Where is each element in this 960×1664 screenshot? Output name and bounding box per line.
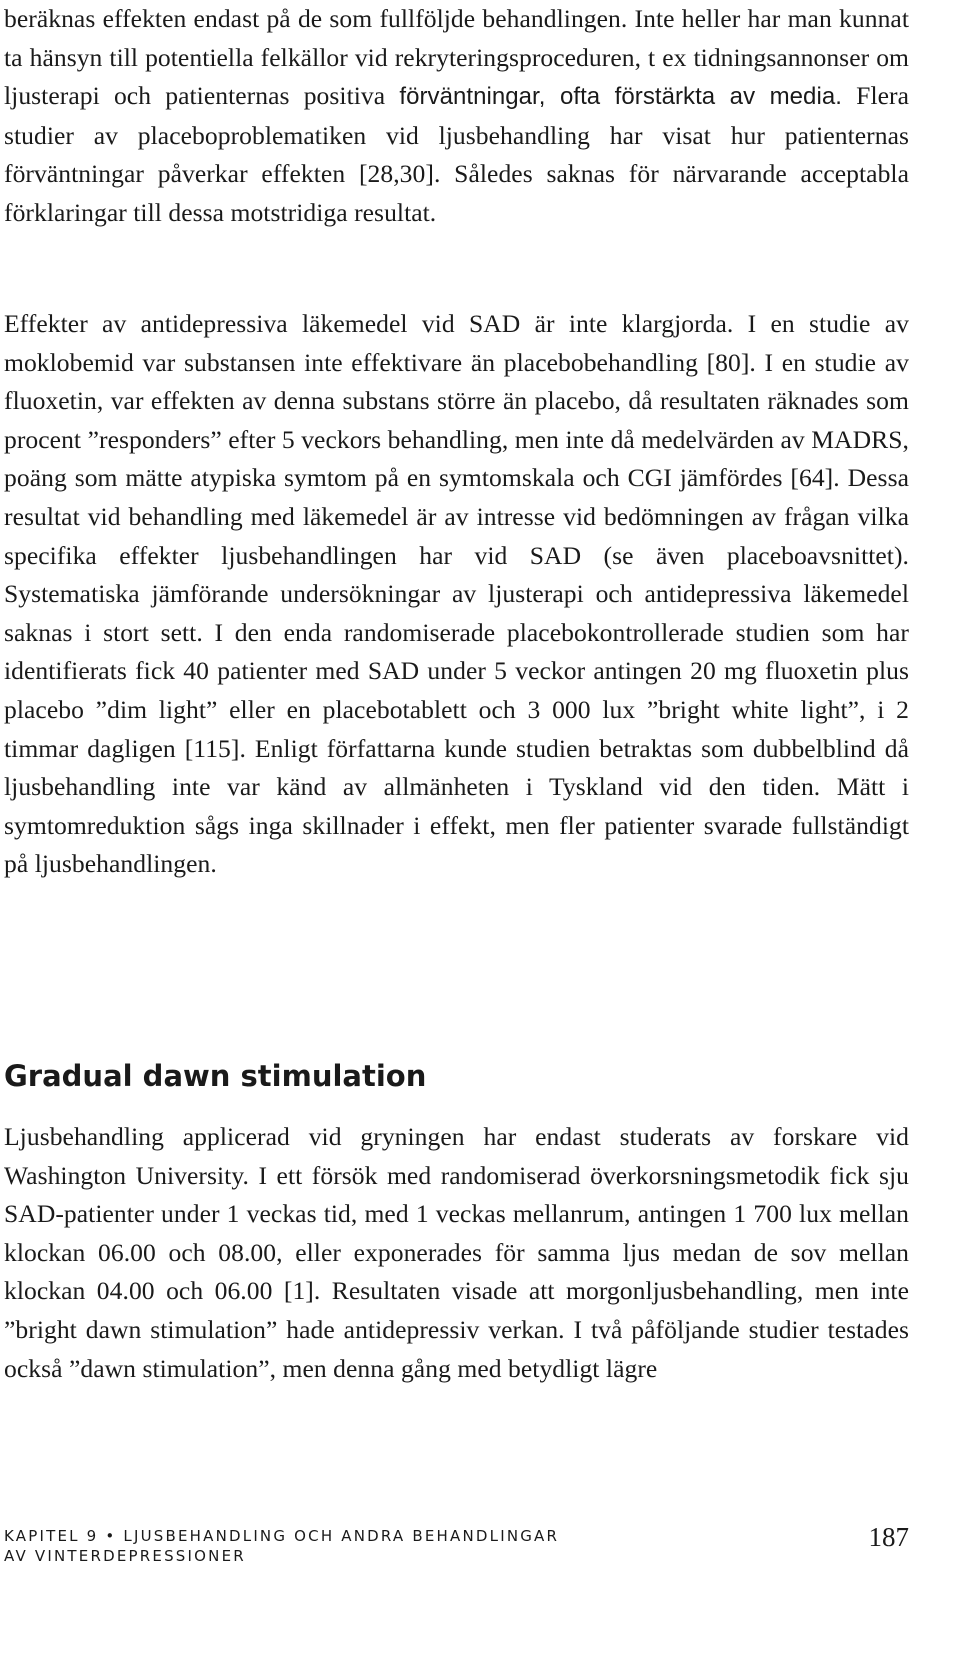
paragraph-2: Effekter av antidepressiva läkemedel vid SAD är inte klargjorda. I en studie av moklobemid var substansen inte effektivare än placebobehandling [80]. I en studie av fluoxetin, var effekten av denna substans större än placebo, då resultaten räknades som procent ”responders” efter 5 veckors behandling, men inte då medelvärden av MADRS, poäng som mätte atypiska symtom på en symtomskala och CGI jämfördes [64]. Dessa resultat vid behandling med läkemedel är av intresse vid bedömningen av frågan vilka specifika effekter ljusbehandlingen har vid SAD (se även placeboavsnittet). Systematiska jämförande undersökningar av ljusterapi och antidepressiva läkemedel saknas i stort sett. I den enda randomiserade placebokontrollerade studien som har identifierats fick 40 patienter med SAD under 5 veckor antingen 20 mg fluoxetin plus placebo ”dim light” eller en placebotablett och 3 000 lux ”bright white light”, i 2 timmar dagligen [115]. Enligt författarna kunde studien betraktas som dubbelblind då ljusbehandling inte var känd av allmänheten i Tyskland vid den tiden. Mätt i symtomreduktion sågs inga skillnader i effekt, men fler patienter svarade fullständigt på ljusbehandlingen.: [4, 309, 909, 879]
footer-chapter-line-2: AV VINTERDEPRESSIONER: [4, 1547, 246, 1565]
paragraph-3: Ljusbehandling applicerad vid gryningen har endast studerats av forskare vid Washington University. I ett försök med randomiserad överkorsningsmetodik fick sju SAD-patienter under 1 veckas tid, med 1 veckas mellanrum, antingen 1 700 lux mellan klockan 06.00 och 08.00, eller exponerades för samma ljus medan de sov mellan klockan 04.00 och 06.00 [1]. Resultaten visade att morgonljusbehandling, men inte ”bright dawn stimulation” hade antidepressiv verkan. I två påföljande studier testades också ”dawn stimulation”, men denna gång med betydligt lägre: [4, 1122, 909, 1383]
paragraph-1-sans-run: förväntningar, ofta förstärkta av media.: [399, 83, 842, 111]
footer-chapter-title: [4, 1526, 559, 1566]
paragraph-1: [4, 0, 909, 233]
page-footer: [4, 1522, 909, 1582]
footer-chapter-line-1: KAPITEL 9 • LJUSBEHANDLING OCH ANDRA BEHANDLINGAR: [4, 1527, 560, 1545]
document-page: [4, 0, 909, 1664]
paragraph-1-part-b: Flera studier av placeboproblematiken vid ljusbehandling har visat hur patienternas förväntningar påverkar effekten [28,30]. Således saknas för närvarande acceptabla förklaringar till dessa motstridiga resultat.: [4, 81, 909, 227]
paragraph-1-part-a: beräknas effekten endast på de som fullföljde behandlingen. Inte heller har man kunnat ta hänsyn till potentiella felkällor vid rekryteringsproceduren, t ex tidningsannonser om ljusterapi och patienternas positiva: [4, 4, 909, 111]
page-number: 187: [868, 1522, 909, 1552]
section-heading: Gradual dawn stimulation: [4, 1059, 427, 1093]
